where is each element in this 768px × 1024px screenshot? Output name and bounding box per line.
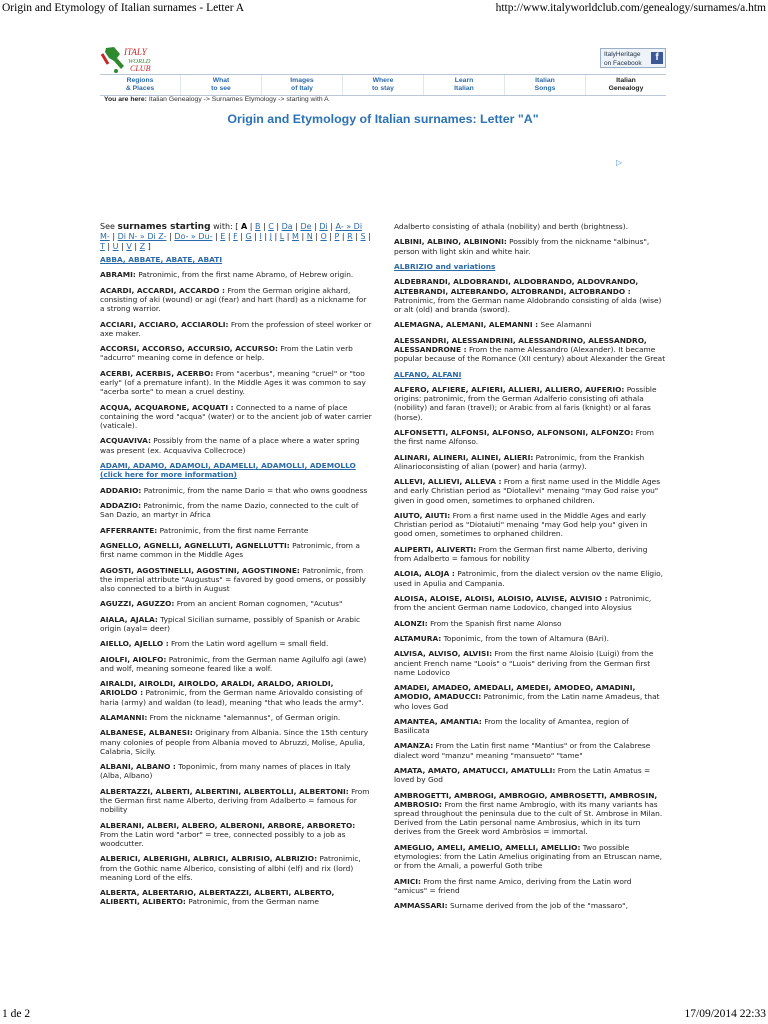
surname-entry xyxy=(100,344,372,362)
nav-item-images[interactable]: Images of Italy xyxy=(262,75,343,95)
surname-names: AMATA, AMATO, AMATUCCI, AMATULLI: xyxy=(394,766,556,776)
surname-entry xyxy=(100,821,372,849)
surname-names: AMANZA: xyxy=(394,741,434,751)
facebook-button[interactable] xyxy=(600,48,666,68)
surname-names: AFFERRANTE: xyxy=(100,525,158,535)
surname-entry xyxy=(394,237,666,255)
letter-link[interactable]: G xyxy=(245,232,252,241)
surname-names: ALBERICI, ALBERIGHI, ALBRICI, ALBRISIO, ALBRIZIO: xyxy=(100,854,318,864)
surname-description: Patronimic, from the first name Abramo, of Hebrew origin. xyxy=(138,270,354,280)
surname-names: ALOISA, ALOISE, ALOISI, ALOISIO, ALVISE, ALVISIO : xyxy=(394,593,608,603)
surname-names: ALAMANNI: xyxy=(100,713,148,723)
surname-names: ALBERTA, ALBERTARIO, ALBERTAZZI, ALBERTI, ALBERTO, ALIBERTI, ALIBERTO: xyxy=(100,888,335,907)
surname-entry xyxy=(394,385,666,422)
surname-names: ALIPERTI, ALIVERTI: xyxy=(394,544,477,554)
letter-link[interactable]: Da xyxy=(281,222,293,231)
surname-names: ALBANI, ALBANO : xyxy=(100,762,176,772)
surname-names: ALBERANI, ALBERI, ALBERO, ALBERONI, ARBORE, ARBORETO: xyxy=(100,820,356,830)
letter-link[interactable]: L xyxy=(279,232,285,241)
surname-entry xyxy=(394,428,666,446)
print-header-url: http://www.italyworldclub.com/genealogy/surnames/a.htm xyxy=(495,2,766,14)
surname-entry xyxy=(394,262,666,271)
surname-names: ALBERTAZZI, ALBERTI, ALBERTINI, ALBERTOLLI, ALBERTONI: xyxy=(100,786,349,796)
nav-item-italian-songs[interactable]: Italian Songs xyxy=(505,75,586,95)
surname-entry xyxy=(100,486,372,495)
surname-entry xyxy=(100,436,372,454)
print-header xyxy=(2,2,766,16)
logo-text-3: CLUB xyxy=(130,64,151,73)
letter-link[interactable]: Z xyxy=(139,242,146,251)
surname-names: AMANTEA, AMANTIA: xyxy=(394,716,482,726)
surname-names: ACCIARI, ACCIARO, ACCIAROLI: xyxy=(100,319,229,329)
surname-names: AMADEI, AMADEO, AMEDALI, AMEDEI, AMODEO, AMADINI, AMODIO, AMADUCCI: xyxy=(394,683,636,702)
breadcrumb-label: You are here: xyxy=(104,96,147,103)
surname-entry xyxy=(100,615,372,633)
nav-item-italian-genealogy[interactable]: Italian Genealogy xyxy=(586,75,666,95)
surname-entry xyxy=(394,766,666,784)
surname-description: Possible origins: patronimic, from the German Adalferio consisting ofi athala (nobility) and faran (travel); or Arabic from al faris (knight) or al faras (horse). xyxy=(394,384,657,422)
surname-entry xyxy=(394,453,666,471)
logo-graphic xyxy=(100,44,170,74)
surname-description: Patronimic, from the Gothic name Alberico, consisting of albhi (elf) and rix (lord) meaning Lord of the elfs. xyxy=(100,854,361,882)
surname-description: From the locality of Amantea, region of Basilicata xyxy=(394,716,629,736)
surname-names: AIOLFI, AIOLFO: xyxy=(100,654,167,664)
surname-description: Patronimic, from the German name Agilulfo agi (awe) and wolf, meaning someone feared like a wolf. xyxy=(100,654,367,673)
surname-entry xyxy=(100,403,372,431)
facebook-icon: f xyxy=(651,52,663,64)
print-footer-page: 1 de 2 xyxy=(2,1008,31,1020)
surname-description: Patronimic, from the Latin name Amadeus, that who loves God xyxy=(394,692,660,711)
letter-link[interactable]: S xyxy=(360,232,366,241)
surname-entry xyxy=(100,461,372,479)
surname-names: AIUTO, AIUTI: xyxy=(394,510,451,520)
surname-description: From the first name Amico, deriving from the Latin word "amicus" = friend xyxy=(394,876,632,895)
breadcrumb xyxy=(104,96,329,103)
surname-names: ALFERO, ALFIERE, ALFIERI, ALLIERI, ALLIERO, AUFERIO: xyxy=(394,384,625,394)
surname-entry xyxy=(394,877,666,895)
surname-link[interactable]: ALFANO, ALFANI xyxy=(394,369,462,379)
surname-names: ALBINI, ALBINO, ALBINONI: xyxy=(394,237,507,247)
page-title: Origin and Etymology of Italian surnames: Letter "A" xyxy=(227,112,539,126)
surname-names: AGOSTI, AGOSTINELLI, AGOSTINI, AGOSTINONE: xyxy=(100,565,300,575)
logo-text-2: WORLD xyxy=(128,58,151,65)
surname-names: AGUZZI, AGUZZO: xyxy=(100,599,175,609)
print-header-title: Origin and Etymology of Italian surnames - Letter A xyxy=(2,2,245,14)
surname-entry xyxy=(394,277,666,314)
surname-description: Possibly from the nickname "albinus", person with light skin and white hair. xyxy=(394,237,650,256)
letter-link[interactable]: P xyxy=(334,232,340,241)
letter-link[interactable]: F xyxy=(233,232,238,241)
nav-item-learn-italian[interactable]: Learn Italian xyxy=(424,75,505,95)
surname-description: From the profession of steel worker or axe maker. xyxy=(100,319,372,338)
letter-links: A | B | C | Da | De | Di | A- » Di M- | Di N- » Di Z- | Do- » Du- | E | F | G | I | J | L | M | N | O | P | R | S | T | U | V | Z xyxy=(100,222,371,251)
surname-entry xyxy=(394,901,666,910)
letter-index xyxy=(100,222,372,252)
letter-link[interactable]: Do- » Du- xyxy=(174,232,213,241)
letter-link[interactable]: J xyxy=(269,232,272,241)
surname-names: ACQUA, ACQUARONE, ACQUATI : xyxy=(100,402,234,412)
surname-description: Patronimic, from the dialect version ov the name Eligio, used in Apulia and Campania. xyxy=(394,569,664,588)
surname-entry xyxy=(394,717,666,735)
surname-entry xyxy=(100,566,372,594)
italy-world-club-logo[interactable] xyxy=(100,44,170,74)
surname-entry xyxy=(100,639,372,648)
surname-entry xyxy=(394,594,666,612)
letter-index-prefix: See xyxy=(100,222,115,231)
surname-names: ALDEBRANDI, ALDOBRANDI, ALDOBRANDO, ALDOVRANDO, ALTEBRANDI, ALTEBRANDO, ALTOBRANDI, ALTOBRANDO : xyxy=(394,277,639,296)
surname-names: ALONZI: xyxy=(394,618,428,628)
surname-entry xyxy=(394,634,666,643)
surname-description: See Alamanni xyxy=(540,320,592,330)
surname-names: ADDARIO: xyxy=(100,485,142,495)
surname-description: From the first name Alfonso. xyxy=(394,427,654,447)
surname-entry xyxy=(394,370,666,379)
surname-names: AMMASSARI: xyxy=(394,901,448,911)
surname-entry xyxy=(100,854,372,882)
surname-entry xyxy=(100,713,372,722)
surname-names: AIELLO, AJELLO : xyxy=(100,639,169,649)
nav-item-where-to-stay[interactable]: Where to stay xyxy=(343,75,424,95)
surname-entry xyxy=(394,791,666,837)
surname-description: Patronimic, from the German name Aldobrando consisting of alda (wise) or alt (old) and branda (sword). xyxy=(394,295,662,314)
letter-link[interactable]: O xyxy=(320,232,327,241)
surname-description: From the first name Aloisio (Luigi) from the ancient French name "Loois" o "Luois" deriving from the German first name Lodovico xyxy=(394,649,654,677)
surname-description: Patronimic, from the German name Ariovaldo consisting of haria (army) and waldan (to lead), meaning "that who leads the army". xyxy=(100,688,364,707)
letter-link[interactable]: M xyxy=(292,232,299,241)
surname-names: ALOIA, ALOJA : xyxy=(394,569,455,579)
nav-item-regions[interactable]: Regions & Places xyxy=(100,75,181,95)
surname-description: Surname derived from the job of the "massaro", xyxy=(449,901,628,911)
surname-description: Patronimic, from the German name xyxy=(188,897,319,907)
facebook-line-2: on Facebook xyxy=(604,60,642,67)
surname-description: From the German first name Alberto, deriving from Adalberto = famous for nobility xyxy=(100,786,370,815)
surname-description: Toponimic, from the town of Altamura (BAri). xyxy=(443,633,610,643)
surname-link[interactable]: ALBRIZIO and variations xyxy=(394,261,496,271)
surname-description: Two possible etymologies: from the Latin Amelius originating from an Etruscan name, or from the Amali, a powerful Goth tribe xyxy=(394,842,662,871)
surname-entry xyxy=(100,320,372,338)
surname-names: ACQUAVIVA: xyxy=(100,436,151,446)
surname-entry xyxy=(394,320,666,329)
surname-description: From the Latin first name "Mantius" or from the Calabrese dialect word "manzu" meaning "mansueto" "tame" xyxy=(394,741,651,760)
surname-entry xyxy=(100,501,372,519)
letter-link[interactable]: R xyxy=(347,232,353,241)
top-nav xyxy=(100,74,666,96)
surname-description: From the Latin word agellum = small field. xyxy=(171,639,329,649)
surname-names: ADDAZIO: xyxy=(100,500,142,510)
surname-entry xyxy=(100,679,372,707)
surname-description: Patronimic, from the first name Ferrante xyxy=(159,525,309,535)
letter-link[interactable]: E xyxy=(220,232,226,241)
surname-description: From the Latin word "arbor" = tree, connected possibly to a job as woodcutter. xyxy=(100,829,346,849)
surname-entry xyxy=(100,526,372,535)
letter-link[interactable]: C xyxy=(268,222,274,231)
nav-item-what-to-see[interactable]: What to see xyxy=(181,75,262,95)
surname-names: AMEGLIO, AMELI, AMELIO, AMELLI, AMELLIO: xyxy=(394,842,581,852)
letter-link[interactable]: T xyxy=(100,242,105,251)
surname-description: Connected to a name of place containing the word "acqua" (water) or to the ancient job of water carrier (vaticale). xyxy=(100,402,372,430)
surname-description: Originary from Albania. Since the 15th century many colonies of people from Albania moved to Abruzzi, Molise, Apulia, Calabria, Sicily. xyxy=(100,728,369,756)
letter-link[interactable]: U xyxy=(112,242,119,251)
surname-entry xyxy=(100,655,372,673)
letter-link[interactable]: N xyxy=(306,232,313,241)
surname-names: AGNELLO, AGNELLI, AGNELLUTI, AGNELLUTTI: xyxy=(100,540,290,550)
surname-entry xyxy=(394,569,666,587)
surname-entry xyxy=(100,728,372,756)
surname-entry xyxy=(394,511,666,539)
surname-names: ALVISA, ALVISO, ALVISI: xyxy=(394,649,493,659)
letter-index-suffix: with: [ xyxy=(213,222,239,231)
surname-description: Patronimic, from the name Dario = that who owns goodness xyxy=(143,485,368,495)
surname-entry xyxy=(100,762,372,780)
surname-entry xyxy=(394,336,666,364)
surname-description: From the German origine akhard, consisting of aki (wound) or agi (fear) and hart (hard) as a nickname for a strong warrior. xyxy=(100,285,367,314)
surname-names: ALFONSETTI, ALFONSI, ALFONSO, ALFONSONI, ALFONZO: xyxy=(394,427,634,437)
letter-link[interactable]: Di N- » Di Z- xyxy=(117,232,167,241)
surname-entry xyxy=(100,270,372,279)
surname-description: Patronimic, from the name Dazio, connected to the cult of San Dazio, an martyr in Africa xyxy=(100,500,359,520)
letter-link[interactable]: A- » Di M- xyxy=(100,222,363,241)
surname-entry xyxy=(100,888,372,906)
surname-entry xyxy=(394,477,666,505)
surname-description: From the nickname "alemannus", of German origin. xyxy=(149,713,341,723)
surname-description: From the first name Ambrogio, with its many variants has spread throughout the peninsula due to the cult of St. Ambrose in Milan. Derived from the Latin personal name Ambrosius, which in its turn derives from the Greek word Ambròsios = immortal. xyxy=(394,799,663,837)
surname-description: From a first name used in the Middle Ages and early Christian period as "Diotaiuti" menaing "may God help you" given in good omen, sometimes to orphaned children. xyxy=(394,510,648,539)
surname-names: AIALA, AJALA: xyxy=(100,614,158,624)
surname-entry xyxy=(394,649,666,677)
surname-description: Adalberto consisting of athala (nobility) and berth (brightness). xyxy=(394,222,628,231)
letter-link[interactable]: A xyxy=(240,222,248,231)
letter-index-end: ] xyxy=(147,242,151,251)
letter-link[interactable]: I xyxy=(259,232,262,241)
surname-description: From the German first name Alberto, deriving from Adalberto = famous for nobility xyxy=(394,544,648,563)
surname-description: From the Spanish first name Alonso xyxy=(430,618,562,628)
surname-description: Patronimic, from the imperial attribute "Augustus" = favored by good omens, or possibly also connected to a birth in August xyxy=(100,565,366,593)
logo-text-1: ITALY xyxy=(124,47,147,57)
facebook-line-1: ItalyHeritage xyxy=(604,51,641,58)
surname-names: ACCORSI, ACCORSO, ACCURSIO, ACCURSO: xyxy=(100,344,279,354)
letter-link[interactable]: V xyxy=(126,242,132,251)
surname-entry xyxy=(394,619,666,628)
surname-entry xyxy=(100,255,372,264)
surname-description: Typical Sicilian surname, possibly of Spanish or Arabic origin (ayal= deer) xyxy=(100,614,361,633)
surname-entry xyxy=(394,683,666,711)
surname-entry xyxy=(394,843,666,871)
letter-link[interactable]: De xyxy=(300,222,312,231)
surname-names: ALBANESE, ALBANESI: xyxy=(100,728,193,738)
surname-names: ACERBI, ACERBIS, ACERBO: xyxy=(100,368,214,378)
surname-names: ALINARI, ALINERI, ALINEI, ALIERI: xyxy=(394,452,534,462)
surname-names: ALEMAGNA, ALEMANI, ALEMANNI : xyxy=(394,320,539,330)
surname-names: ABRAMI: xyxy=(100,270,136,280)
surname-names: AIRALDI, AIROLDI, AIROLDO, ARALDI, ARALDO, ARIOLDI, ARIOLDO : xyxy=(100,679,334,698)
surname-description: From the Latin verb "adcurro" meaning come in defence or help. xyxy=(100,344,353,363)
surname-description: From the name Alessandro (Alexander). It became popular because of the Romance (XII century) about Alexander the Great xyxy=(394,344,666,364)
breadcrumb-trail[interactable]: Italian Genealogy -> Surnames Etymology -> starting with A xyxy=(148,96,329,103)
surname-names: AMBROGETTI, AMBROGI, AMBROGIO, AMBROSETTI, AMBROSIN, AMBROSIO: xyxy=(394,790,658,809)
surname-names: ALLEVI, ALLIEVI, ALLEVA : xyxy=(394,477,502,487)
letter-link[interactable]: Di xyxy=(319,222,328,231)
surname-entry xyxy=(100,599,372,608)
surname-entry xyxy=(100,787,372,815)
surname-description: From an ancient Roman cognomen, "Acutus" xyxy=(176,599,343,609)
surname-names: ACARDI, ACCARDI, ACCARDO : xyxy=(100,285,225,295)
print-footer xyxy=(2,1008,766,1022)
surname-description: Patronimic, from the Frankish Alinarioconsisting of alian (power) and haria (army). xyxy=(394,452,645,471)
surname-names: AMICI: xyxy=(394,876,421,886)
surname-description: Toponimic, from many names of places in Italy (Alba, Albano) xyxy=(100,762,351,781)
surname-entry xyxy=(394,545,666,563)
surname-description: Possibly from the name of a place where a water spring was present (ex. Acquaviva Collecroce) xyxy=(100,436,360,455)
surname-description: Patronimic, from a first name common in the Middle Ages xyxy=(100,540,360,560)
surname-names: ALTAMURA: xyxy=(394,633,442,643)
left-column xyxy=(100,222,372,913)
surname-entry xyxy=(100,286,372,314)
surname-link[interactable]: ADAMI, ADAMO, ADAMOLI, ADAMELLI, ADAMOLLI, ADEMOLLO (click here for more information) xyxy=(100,460,356,480)
print-footer-datetime: 17/09/2014 22:33 xyxy=(684,1008,766,1020)
surname-names: ALESSANDRI, ALESSANDRINI, ALESSANDRINO, ALESSANDRO, ALESSANDRONE : xyxy=(394,335,647,354)
surname-entry xyxy=(100,541,372,559)
surname-link[interactable]: ABBA, ABBATE, ABATE, ABATI xyxy=(100,255,223,264)
surname-description: From "acerbus", meaning "cruel" or "too early" (of a premature infant). In the Middle Ages it was common to say "acerba sorte" to mean a cruel destiny. xyxy=(100,368,366,397)
surname-description: From the Latin Amatus = loved by God xyxy=(394,766,651,785)
surname-entry xyxy=(100,369,372,397)
letter-link[interactable]: B xyxy=(254,222,261,231)
ad-choices-icon[interactable]: ▷ xyxy=(616,158,623,167)
surname-entry xyxy=(394,222,666,231)
surname-description: From a first name used in the Middle Ages and early Christian period as "Diotallevi" menaing "may God raise you" given in good omen, sometimes to orphaned children. xyxy=(394,477,661,505)
surname-entry xyxy=(394,741,666,759)
letter-index-bold: surnames starting xyxy=(117,222,211,232)
surname-description: Patronimic, from the ancient German name Lodovico, changed into Aloysius xyxy=(394,593,652,613)
right-column xyxy=(394,222,666,917)
